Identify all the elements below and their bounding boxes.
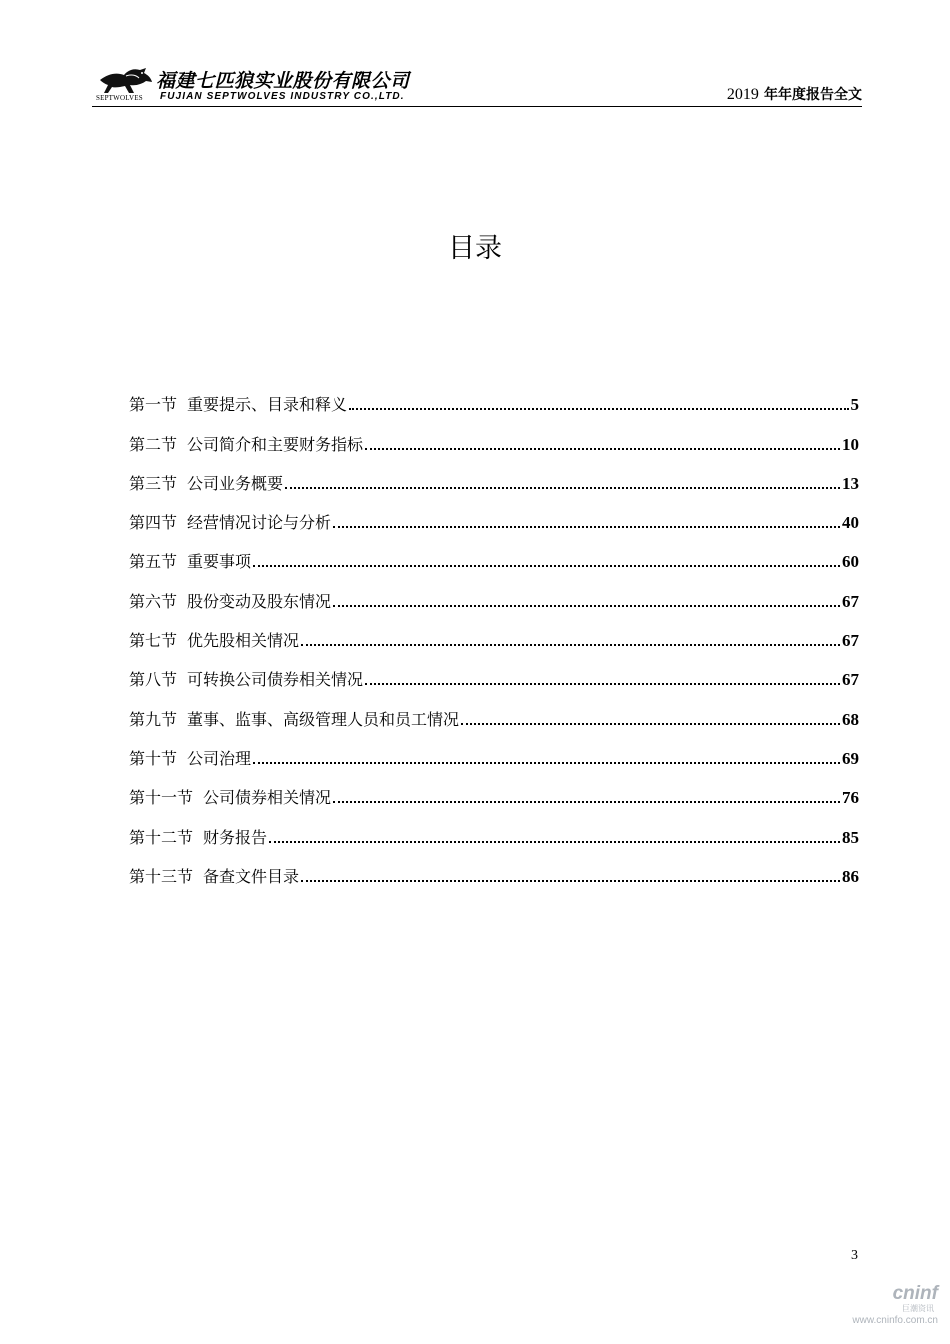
toc-entry[interactable] <box>129 730 859 769</box>
toc-title: 备查文件目录 <box>203 866 300 886</box>
toc-title: 可转换公司债券相关情况 <box>187 670 364 690</box>
toc-page: 86 <box>842 866 859 886</box>
toc-entry[interactable] <box>129 572 859 611</box>
toc-section: 第十二节 <box>129 827 194 847</box>
report-title <box>727 84 862 104</box>
toc-entry[interactable] <box>129 455 859 494</box>
toc-entry[interactable] <box>129 533 859 572</box>
toc-entry[interactable] <box>129 769 859 808</box>
toc-section: 第九节 <box>129 709 178 729</box>
company-name-en: FUJIAN SEPTWOLVES INDUSTRY CO.,LTD. <box>160 91 405 102</box>
toc-page: 85 <box>842 827 859 847</box>
toc-title: 公司业务概要 <box>187 473 284 493</box>
page-title: 目录 <box>448 233 502 264</box>
toc-page: 5 <box>850 395 859 415</box>
brand-name: SEPTWOLVES <box>96 94 143 102</box>
toc-page: 76 <box>842 788 859 808</box>
cninfo-url: www.cninfo.com.cn <box>852 1315 938 1326</box>
toc-section: 第三节 <box>129 473 178 493</box>
toc-section: 第一节 <box>129 395 178 415</box>
toc-title: 公司简介和主要财务指标 <box>187 434 364 454</box>
toc-section: 第六节 <box>129 591 178 611</box>
report-year: 2019 <box>726 86 759 103</box>
toc-leader <box>365 683 840 685</box>
report-title-text: 年年度报告全文 <box>764 87 862 103</box>
toc-entry[interactable] <box>129 808 859 847</box>
toc-page: 10 <box>842 434 859 454</box>
toc-title: 优先股相关情况 <box>187 631 300 651</box>
page-number: 3 <box>851 1248 858 1263</box>
toc-entry[interactable] <box>129 612 859 651</box>
toc-entry[interactable] <box>129 848 859 887</box>
toc-section: 第十一节 <box>129 788 194 808</box>
toc-section: 第十三节 <box>129 866 194 886</box>
toc-page: 67 <box>842 591 859 611</box>
toc-leader <box>253 565 840 567</box>
toc-title: 股份变动及股东情况 <box>187 591 332 611</box>
toc-leader <box>301 644 840 646</box>
toc-entry[interactable] <box>129 651 859 690</box>
cninfo-name: 巨潮资讯 <box>902 1304 934 1313</box>
toc-section: 第十节 <box>129 748 178 768</box>
toc-entry[interactable] <box>129 376 859 415</box>
toc-section: 第五节 <box>129 552 178 572</box>
toc-leader <box>269 841 840 843</box>
toc-leader <box>285 487 840 489</box>
toc-page: 67 <box>842 670 859 690</box>
page-header <box>92 62 862 108</box>
toc-page: 68 <box>842 709 859 729</box>
toc-page: 60 <box>842 552 859 572</box>
toc-title: 公司治理 <box>187 748 252 768</box>
toc-leader <box>365 448 840 450</box>
toc-leader <box>253 762 840 764</box>
wolf-logo-icon <box>98 66 154 96</box>
toc-entry[interactable] <box>129 415 859 454</box>
toc-leader <box>333 526 840 528</box>
cninfo-watermark <box>848 1284 938 1327</box>
toc-leader <box>333 801 840 803</box>
toc-entry[interactable] <box>129 494 859 533</box>
toc-title: 重要事项 <box>187 552 252 572</box>
toc-page: 67 <box>842 631 859 651</box>
cninfo-logo: cninf <box>892 1283 938 1304</box>
toc-page: 13 <box>842 473 859 493</box>
toc-title: 经营情况讨论与分析 <box>187 513 332 533</box>
company-name-cn: 福建七匹狼实业股份有限公司 <box>156 70 410 92</box>
toc-section: 第四节 <box>129 513 178 533</box>
toc-title: 董事、监事、高级管理人员和员工情况 <box>187 709 460 729</box>
toc-leader <box>301 880 840 882</box>
toc-title: 财务报告 <box>203 827 268 847</box>
toc-title: 重要提示、目录和释义 <box>187 395 348 415</box>
table-of-contents <box>129 376 859 887</box>
toc-section: 第八节 <box>129 670 178 690</box>
toc-leader <box>333 605 840 607</box>
toc-section: 第二节 <box>129 434 178 454</box>
toc-leader <box>461 723 840 725</box>
toc-page: 69 <box>842 748 859 768</box>
toc-section: 第七节 <box>129 631 178 651</box>
header-divider <box>92 106 862 107</box>
toc-leader <box>349 408 848 410</box>
toc-page: 40 <box>842 513 859 533</box>
toc-title: 公司债券相关情况 <box>203 788 332 808</box>
toc-entry[interactable] <box>129 690 859 729</box>
